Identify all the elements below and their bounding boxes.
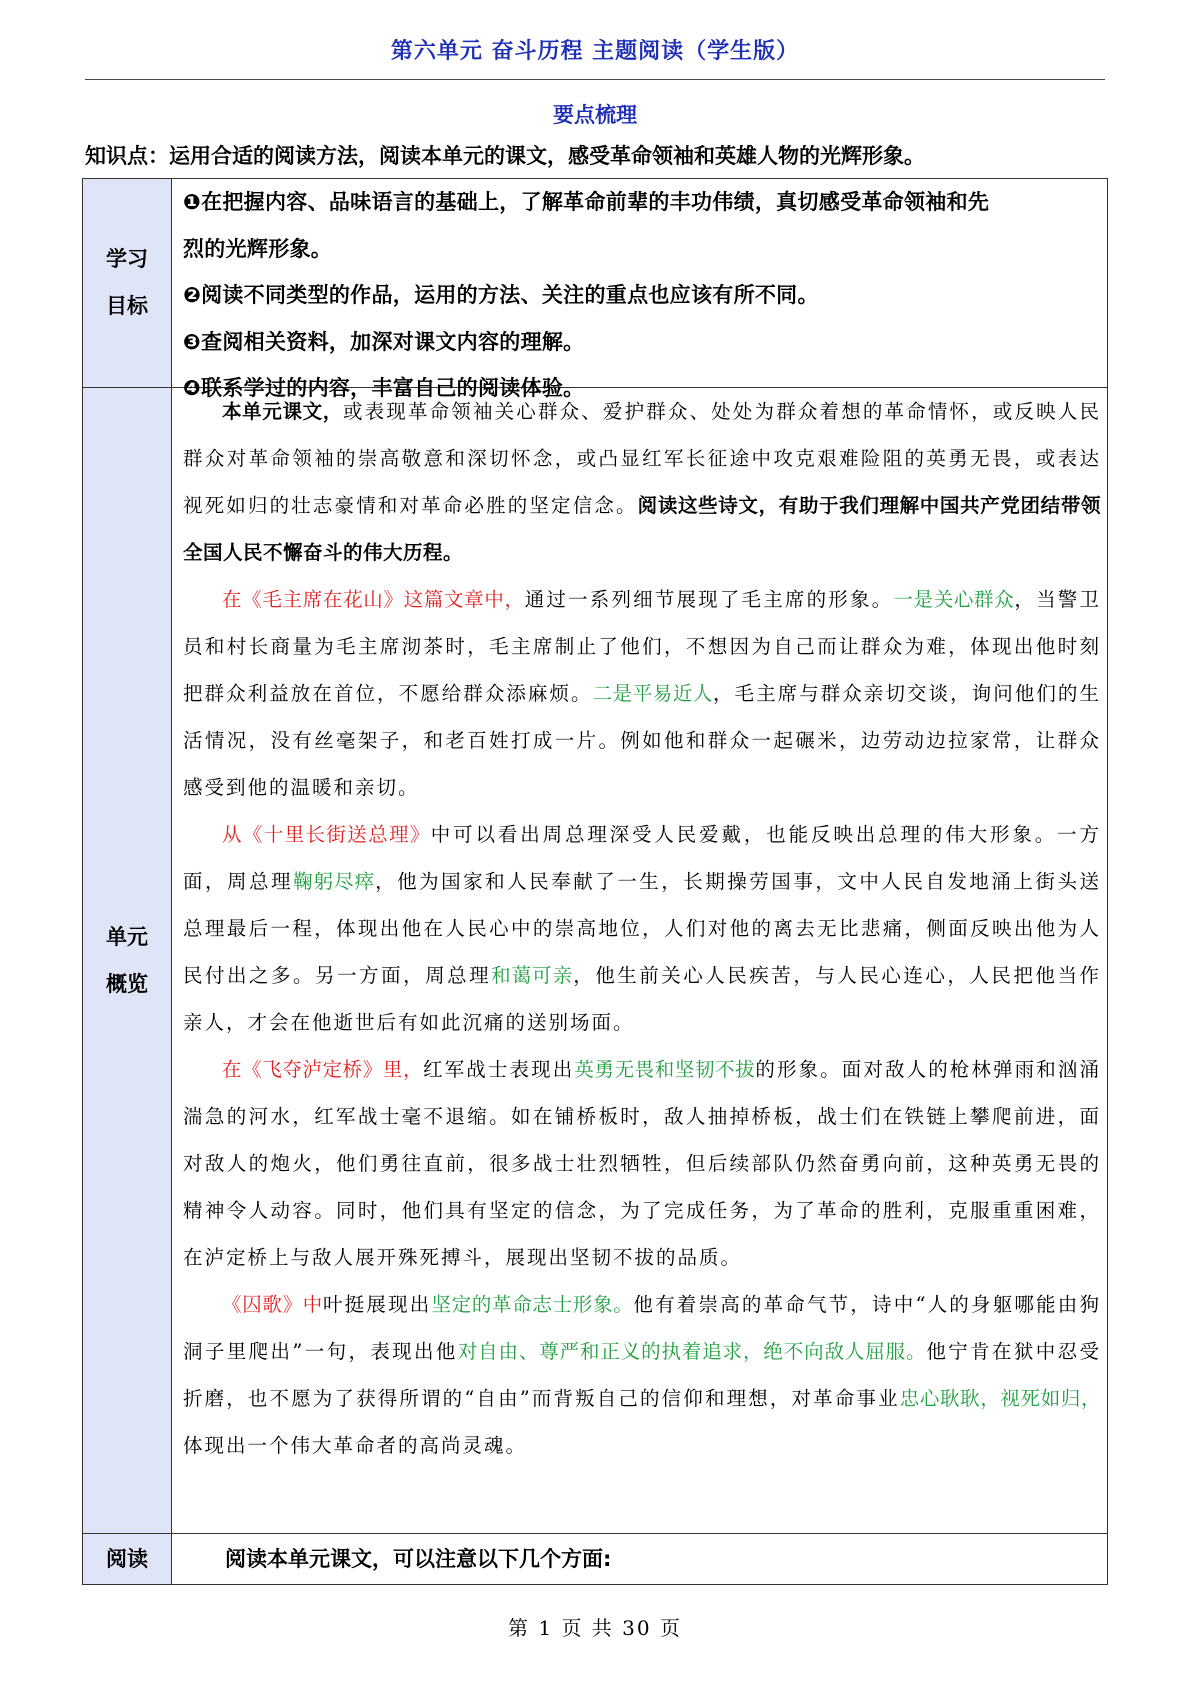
- overview-paragraph-huashan: 在《毛主席在花山》这篇文章中，通过一系列细节展现了毛主席的形象。一是关心群众，当警卫员和村长商量为毛主席沏茶时，毛主席制止了他们，不想因为自己而让群众为难，体现出他时刻把群众利益放在首位，不愿给群众添麻烦。二是平易近人，毛主席与群众亲切交谈，询问他们的生活情况，没有丝毫架子，和老百姓打成一片。例如他和群众一起碾米，边劳动边拉家常，让群众感受到他的温暖和亲切。: [183, 588, 1101, 799]
- goals-label: [83, 179, 172, 387]
- goal-item: ❸查阅相关资料，加深对课文内容的理解。: [183, 329, 585, 354]
- overview-label-line1: 单元: [106, 924, 148, 949]
- overview-paragraph-intro: 本单元课文，或表现革命领袖关心群众、爱护群众、处处为群众着想的革命情怀，或反映人民群众对革命领袖的崇高敬意和深切怀念，或凸显红军长征途中攻克艰难险阻的英勇无畏，或表达视死如归的壮志豪情和对革命必胜的坚定信念。阅读这些诗文，有助于我们理解中国共产党团结带领全国人民不懈奋斗的伟大历程。: [183, 400, 1101, 564]
- reading-row: [83, 1534, 1107, 1584]
- overview-label-line2: 概览: [106, 971, 148, 996]
- header-divider: [85, 79, 1105, 80]
- summary-table: [82, 178, 1108, 1585]
- section-title: 要点梳理: [553, 103, 637, 127]
- goals-label-line2: 目标: [106, 294, 148, 318]
- overview-paragraph-qiuge: 《囚歌》中叶挺展现出坚定的革命志士形象。他有着崇高的革命气节，诗中“人的身躯哪能由狗洞子里爬出”一句，表现出他对自由、尊严和正义的执着追求，绝不向敌人屈服。他宁肯在狱中忍受折磨，也不愿为了获得所谓的“自由”而背叛自己的信仰和理想，对革命事业忠心耿耿，视死如归，体现出一个伟大革命者的高尚灵魂。: [183, 1293, 1101, 1457]
- goal-item: ❹联系学过的内容，丰富自己的阅读体验。: [183, 376, 585, 400]
- overview-row: [83, 388, 1107, 1534]
- goals-content: [172, 179, 1107, 400]
- reading-label-text: 阅读: [106, 1546, 148, 1571]
- overview-label: [83, 388, 172, 1533]
- reading-content: [172, 1534, 1107, 1584]
- goal-item: 烈的光辉形象。: [183, 236, 333, 261]
- reading-label: [83, 1534, 172, 1584]
- document-header-title: 第六单元 奋斗历程 主题阅读（学生版）: [390, 39, 800, 64]
- goal-item: ❷阅读不同类型的作品，运用的方法、关注的重点也应该有所不同。: [183, 283, 819, 307]
- overview-content: [172, 388, 1107, 1533]
- goal-item: ❶在把握内容、品味语言的基础上，了解革命前辈的丰功伟绩，真切感受革命领袖和先: [183, 190, 990, 214]
- overview-paragraph-zongli: 从《十里长街送总理》中可以看出周总理深受人民爱戴，也能反映出总理的伟大形象。一方面，周总理鞠躬尽瘁，他为国家和人民奉献了一生，长期操劳国事，文中人民自发地涌上街头送总理最后一程，体现出他在人民心中的崇高地位，人们对他的离去无比悲痛，侧面反映出他为人民付出之多。另一方面，周总理和蔼可亲，他生前关心人民疾苦，与人民心连心，人民把他当作亲人，才会在他逝世后有如此沉痛的送别场面。: [183, 823, 1101, 1034]
- reading-text: 阅读本单元课文，可以注意以下几个方面:: [225, 1547, 612, 1571]
- goals-label-line1: 学习: [106, 247, 148, 271]
- overview-paragraph-ludingqiao: 在《飞夺泸定桥》里，红军战士表现出英勇无畏和坚韧不拔的形象。面对敌人的枪林弹雨和汹涌湍急的河水，红军战士毫不退缩。如在铺桥板时，敌人抽掉桥板，战士们在铁链上攀爬前进，面对敌人的炮火，他们勇往直前，很多战士壮烈牺牲，但后续部队仍然奋勇向前，这种英勇无畏的精神令人动容。同时，他们具有坚定的信念，为了完成任务，为了革命的胜利，克服重重困难，在泸定桥上与敌人展开殊死搏斗，展现出坚韧不拔的品质。: [183, 1058, 1101, 1269]
- knowledge-point: 知识点：运用合适的阅读方法，阅读本单元的课文，感受革命领袖和英雄人物的光辉形象。: [85, 144, 925, 168]
- goals-row: [83, 179, 1107, 400]
- page-number: 第 1 页 共 30 页: [508, 1616, 682, 1640]
